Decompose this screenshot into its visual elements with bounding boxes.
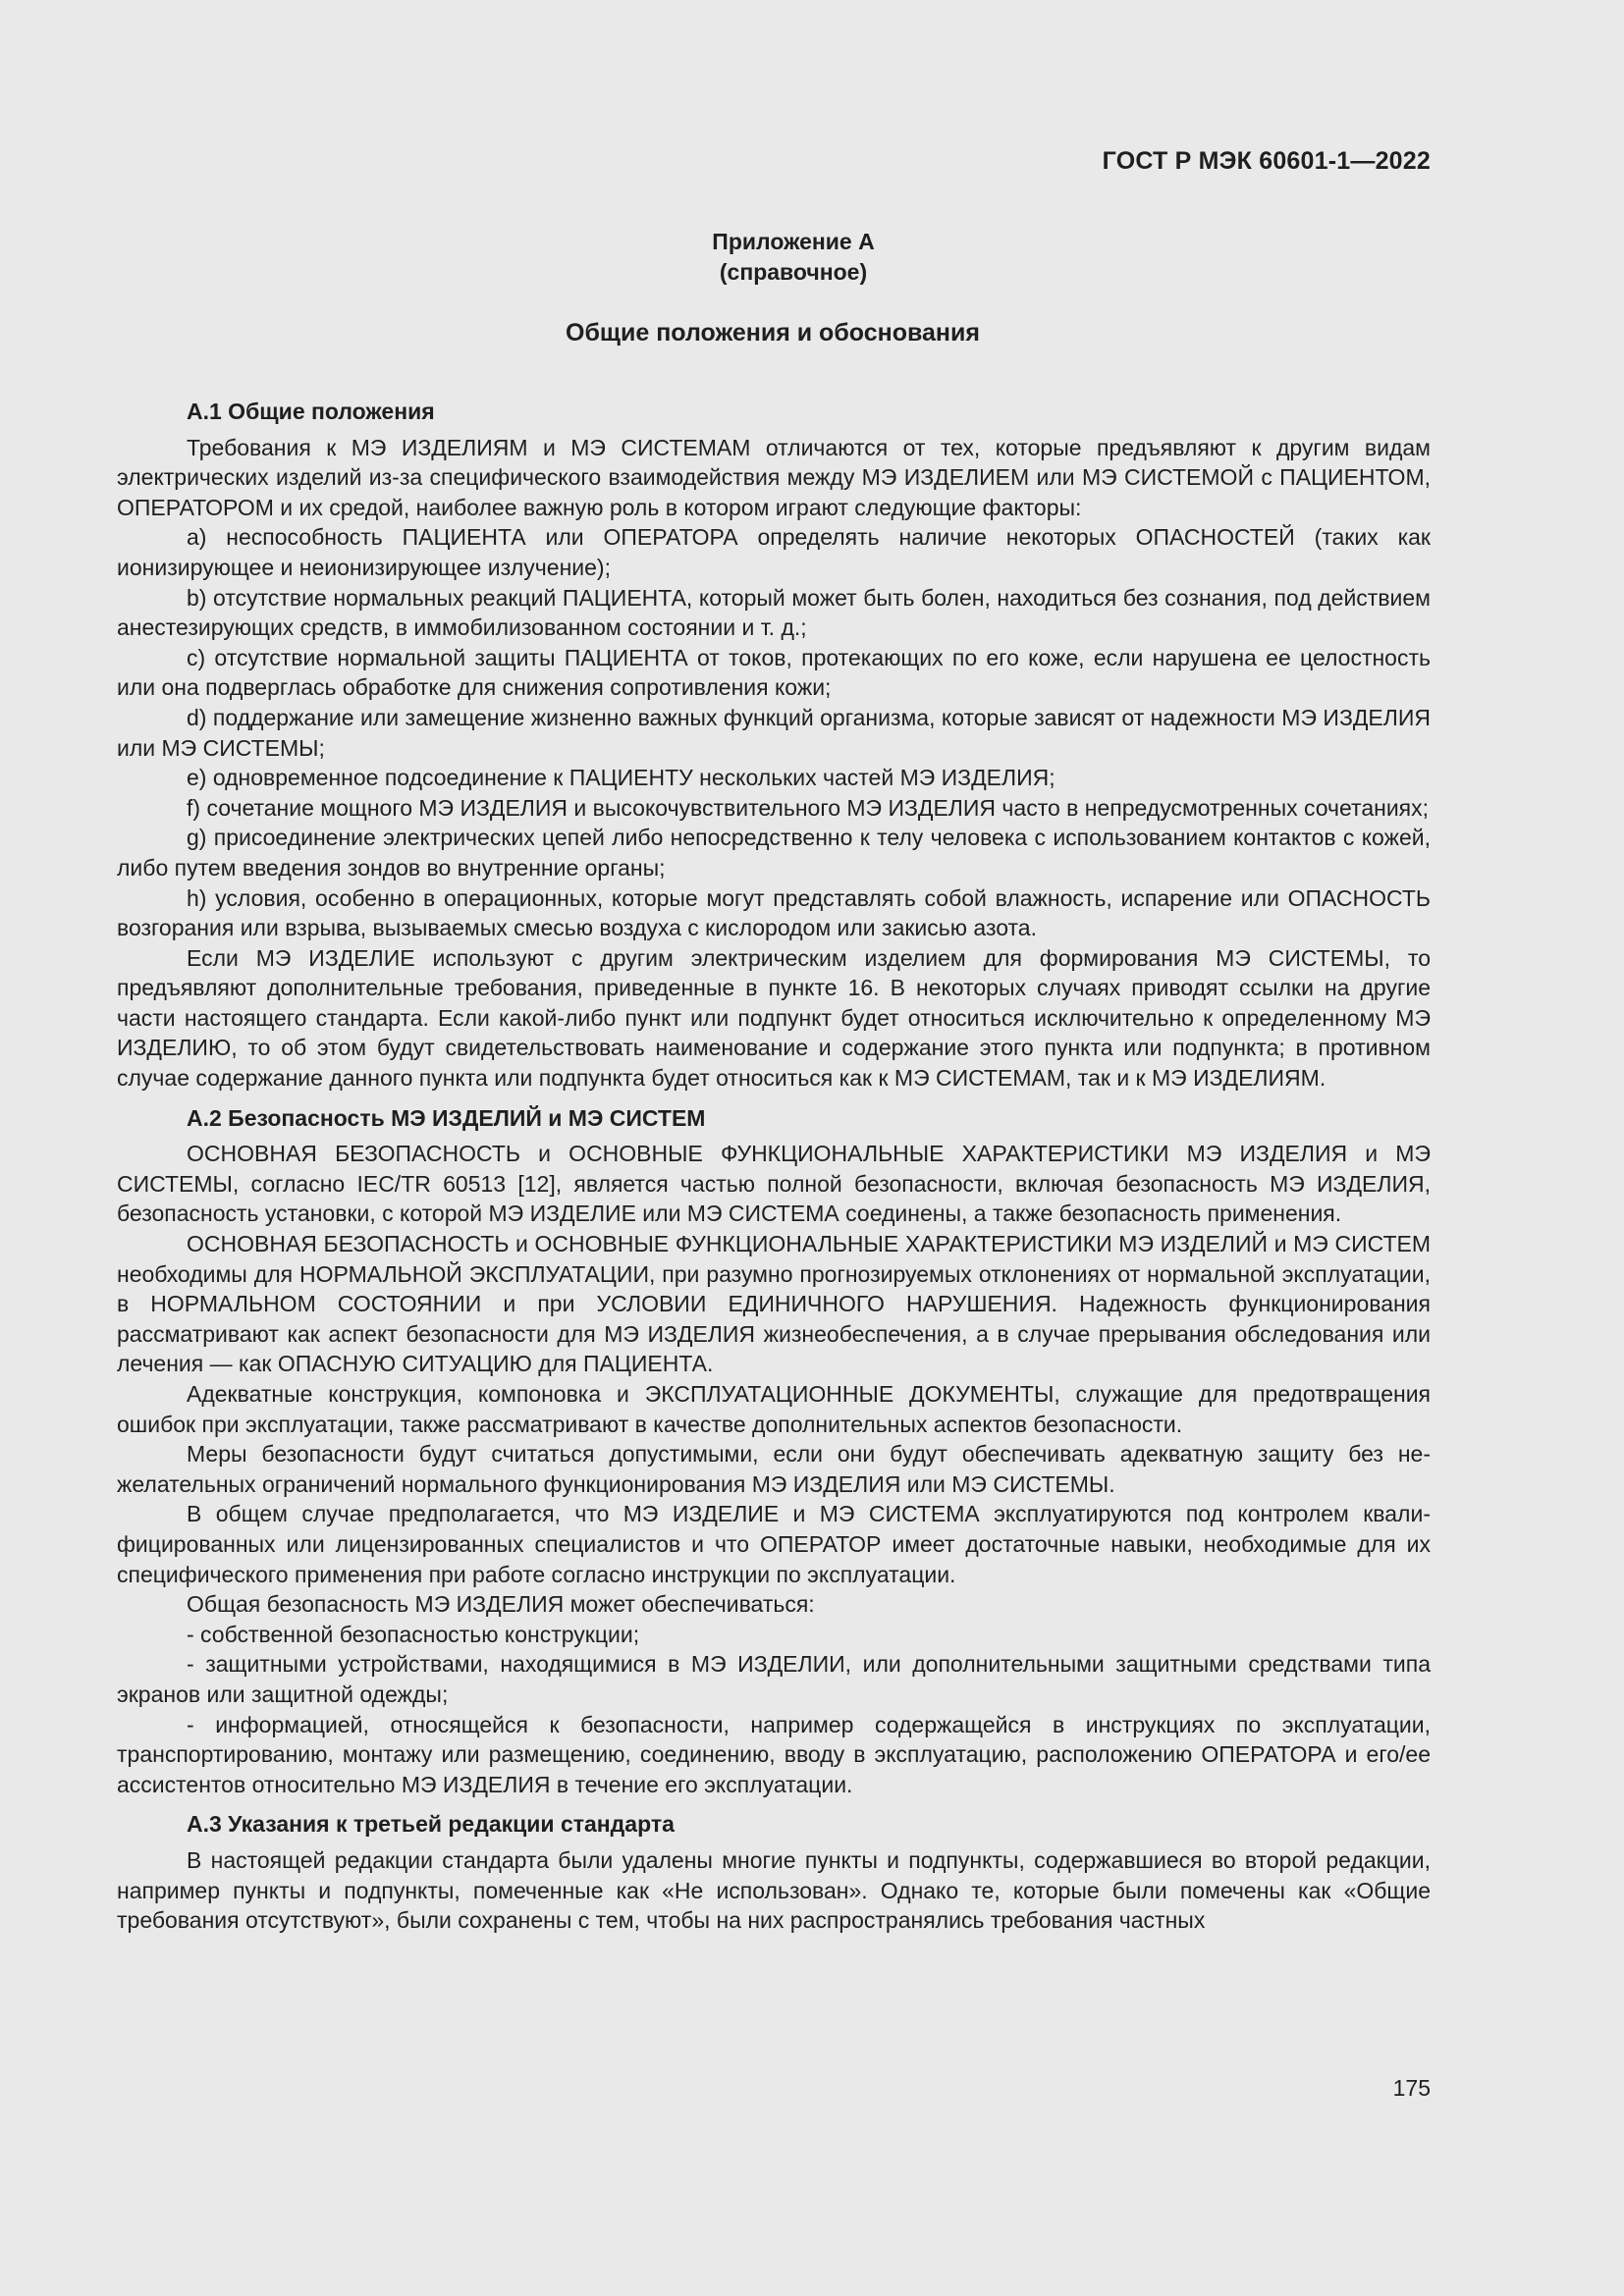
paragraph: Адекватные конструкция, компоновка и ЭКСПЛУАТАЦИОННЫЕ ДОКУМЕНТЫ, служащие для предотвращения ошибок при эксплуатации, также рассматривают в качестве дополнительных аспектов безопасности. [117, 1381, 1431, 1437]
standard-number: ГОСТ Р МЭК 60601-1—2022 [1102, 147, 1431, 175]
paragraph: Общая безопасность МЭ ИЗДЕЛИЯ может обеспечиваться: [187, 1591, 815, 1618]
paragraph: Если МЭ ИЗДЕЛИЕ используют с другим электрическим изделием для формирования МЭ СИСТЕМЫ, то предъявляют дополнительные требования, приведенные в пункте 16. В некоторых случаях приводят ссылки на другие части настоящего стандарта. Если какой-либо пункт или подпункт будет относиться исключительно к определенному МЭ ИЗДЕЛИЮ, то об этом будут свидетельствовать наименование и содержание этого пункта или подпункта; в противном случае содержание данного пункта или подпункта будет относиться как к МЭ СИСТЕМАМ, так и к МЭ ИЗДЕЛИЯМ. [117, 944, 1431, 1092]
list-item: g) присоединение электрических цепей либо непосредственно к телу человека с использованием контактов с кожей, либо путем введения зондов во внутренние органы; [117, 825, 1431, 881]
list-item: c) отсутствие нормальной защиты ПАЦИЕНТА от токов, протекающих по его коже, если нарушена ее целостность или она подверглась обработке для снижения сопротивления кожи; [117, 644, 1431, 701]
annex-heading [0, 227, 1587, 288]
paragraph: Меры безопасности будут считаться допустимыми, если они будут обеспечивать адекватную защиту без нежелательных ограничений нормального функционирования МЭ ИЗДЕЛИЯ или МЭ СИСТЕМЫ. [117, 1441, 1431, 1497]
annex-type: (справочное) [719, 259, 868, 285]
paragraph: В общем случае предполагается, что МЭ ИЗДЕЛИЕ и МЭ СИСТЕМА эксплуатируются под контролем квалифицированных или лицензированных специалистов и что ОПЕРАТОР имеет достаточные навыки, необходимые для их специфического применения при работе согласно инструкции по эксплуатации. [117, 1501, 1431, 1587]
list-item: a) неспособность ПАЦИЕНТА или ОПЕРАТОРА определять наличие некоторых ОПАСНОСТЕЙ (таких как ионизирующее и неионизирующее излучение); [117, 524, 1431, 580]
annex-label: Приложение А [712, 229, 875, 254]
section-heading-a3: А.3 Указания к третьей редакции стандарта [187, 1811, 675, 1838]
list-item: - собственной безопасностью конструкции; [187, 1621, 640, 1647]
list-item: h) условия, особенно в операционных, которые могут представлять собой влажность, испарение или ОПАСНОСТЬ возгорания или взрыва, вызываемых смесью воздуха с кислородом или закисью азота. [117, 884, 1431, 941]
section-heading-a1: А.1 Общие положения [187, 399, 435, 424]
document-body [117, 397, 1431, 1936]
paragraph: ОСНОВНАЯ БЕЗОПАСНОСТЬ и ОСНОВНЫЕ ФУНКЦИОНАЛЬНЫЕ ХАРАКТЕРИСТИКИ МЭ ИЗДЕЛИЯ и МЭ СИСТЕМЫ, согласно IEC/TR 60513 [12], является частью полной безопасности, включая безопасность МЭ ИЗДЕЛИЯ, безопасность установки, с которой МЭ ИЗДЕЛИЕ или МЭ СИСТЕМА соединены, а также безопасность применения. [117, 1141, 1431, 1227]
paragraph: В настоящей редакции стандарта были удалены многие пункты и подпункты, содержавшиеся во второй редакции, например пункты и подпункты, помеченные как «Не использован». Однако те, которые были помечены как «Общие требования отсутствуют», были сохранены с тем, чтобы на них распространялись требования частных [117, 1846, 1431, 1934]
list-item: e) одновременное подсоединение к ПАЦИЕНТУ нескольких частей МЭ ИЗДЕЛИЯ; [187, 765, 1056, 791]
page-number: 175 [1392, 2075, 1431, 2101]
annex-title: Общие положения и обоснования [566, 319, 980, 347]
list-item: f) сочетание мощного МЭ ИЗДЕЛИЯ и высокочувствительного МЭ ИЗДЕЛИЯ часто в непредусмотренных сочетаниях; [187, 794, 1430, 821]
paragraph: Требования к МЭ ИЗДЕЛИЯМ и МЭ СИСТЕМАМ отличаются от тех, которые предъявляют к другим видам электрических изделий из-за специфического взаимодействия между МЭ ИЗДЕЛИЕМ или МЭ СИСТЕМОЙ с ПАЦИЕНТОМ, ОПЕРАТОРОМ и их средой, наиболее важную роль в котором играют следующие факторы: [117, 434, 1431, 520]
section-heading-a2: А.2 Безопасность МЭ ИЗДЕЛИЙ и МЭ СИСТЕМ [187, 1104, 706, 1131]
list-item: d) поддержание или замещение жизненно важных функций организма, которые зависят от надежности МЭ ИЗДЕЛИЯ или МЭ СИСТЕМЫ; [117, 704, 1431, 761]
list-item: - информацией, относящейся к безопасности, например содержащейся в инструкциях по эксплуатации, транспортированию, монтажу или размещению, соединению, вводу в эксплуатацию, расположению ОПЕРАТОРА и его/ее ассистентов относительно МЭ ИЗДЕЛИЯ в течение его эксплуатации. [117, 1711, 1431, 1797]
list-item: - защитными устройствами, находящимися в МЭ ИЗДЕЛИИ, или дополнительными защитными средствами типа экранов или защитной одежды; [117, 1651, 1431, 1707]
paragraph: ОСНОВНАЯ БЕЗОПАСНОСТЬ и ОСНОВНЫЕ ФУНКЦИОНАЛЬНЫЕ ХАРАКТЕРИСТИКИ МЭ ИЗДЕЛИЙ и МЭ СИСТЕМ необходимы для НОРМАЛЬНОЙ ЭКСПЛУАТАЦИИ, при разумно прогнозируемых отклонениях от нормальной эксплуатации, в НОРМАЛЬНОМ СОСТОЯНИИ и при УСЛОВИИ ЕДИНИЧНОГО НАРУШЕНИЯ. Надежность функционирования рассматривают как аспект безопасности для МЭ ИЗДЕЛИЯ жизнеобеспечения, а в случае прерывания обследования или лечения — как ОПАСНУЮ СИТУАЦИЮ для ПАЦИЕНТА. [117, 1231, 1431, 1377]
list-item: b) отсутствие нормальных реакций ПАЦИЕНТА, который может быть болен, находиться без сознания, под действием анестезирующих средств, в иммобилизованном состоянии и т. д.; [117, 584, 1431, 641]
